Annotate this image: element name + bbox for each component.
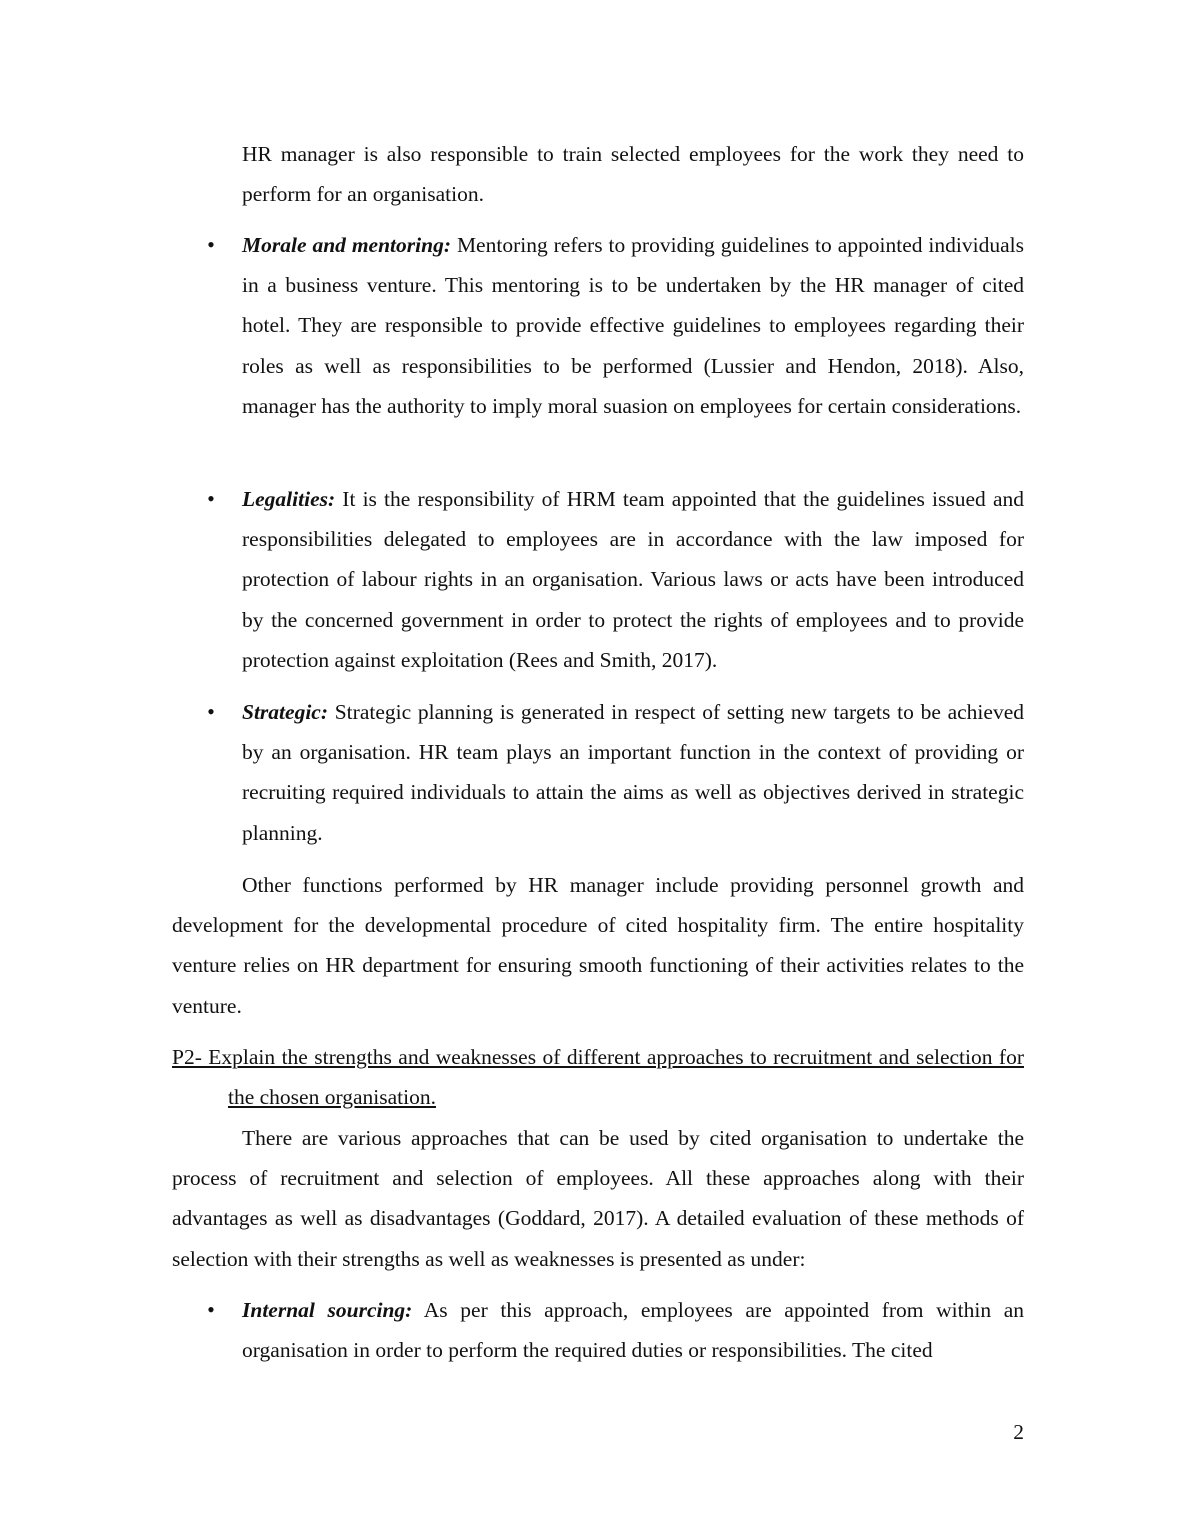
section-heading: P2- Explain the strengths and weaknesses of different approaches to recruitment and selection for the chosen organisation. [172,1045,1024,1110]
continuation-text: HR manager is also responsible to train selected employees for the work they need to perform for an organisation. [242,142,1024,207]
bullet-icon: • [207,1297,215,1322]
bullet-icon: • [207,232,215,257]
bullet-term: Strategic: [242,700,328,724]
bullet-text: Mentoring refers to providing guidelines to appointed individuals in a business venture. This mentoring is to be undertaken by the HR manager of cited hotel. They are responsible to provide effective guidelines to employees regarding their roles as well as responsibilities to be performed (Lussier and Hendon, 2018). Also, manager has the authority to imply moral suasion on employees for certain considerations. [242,233,1024,418]
list-item [242,479,1024,680]
bullet-icon: • [207,486,215,511]
body-paragraph: Other functions performed by HR manager include providing personnel growth and development for the developmental procedure of cited hospitality firm. The entire hospitality venture relies on HR department for ensuring smooth functioning of their activities relates to the venture. [172,873,1024,1018]
bullet-text: It is the responsibility of HRM team appointed that the guidelines issued and responsibilities delegated to employees are in accordance with the law imposed for protection of labour rights in an organisation. Various laws or acts have been introduced by the concerned government in order to protect the rights of employees and to provide protection against exploitation (Rees and Smith, 2017). [242,487,1024,672]
list-item [242,692,1024,853]
body-paragraph: There are various approaches that can be used by cited organisation to undertake the process of recruitment and selection of employees. All these approaches along with their advantages as well as disadvantages (Goddard, 2017). A detailed evaluation of these methods of selection with their strengths as well as weaknesses is presented as under: [172,1126,1024,1271]
page-number: 2 [1013,1420,1024,1444]
bullet-text: As per this approach, employees are appointed from within an organisation in order to perform the required duties or responsibilities. The cited [242,1298,1024,1363]
bullet-term: Legalities: [242,487,336,511]
list-item [242,225,1024,426]
bullet-text: Strategic planning is generated in respect of setting new targets to be achieved by an organisation. HR team plays an important function in the context of providing or recruiting required individuals to attain the aims as well as objectives derived in strategic planning. [242,700,1024,845]
bullet-term: Internal sourcing: [242,1298,413,1322]
list-item [242,1290,1024,1370]
bullet-icon: • [207,699,215,724]
bullet-term: Morale and mentoring: [242,233,451,257]
